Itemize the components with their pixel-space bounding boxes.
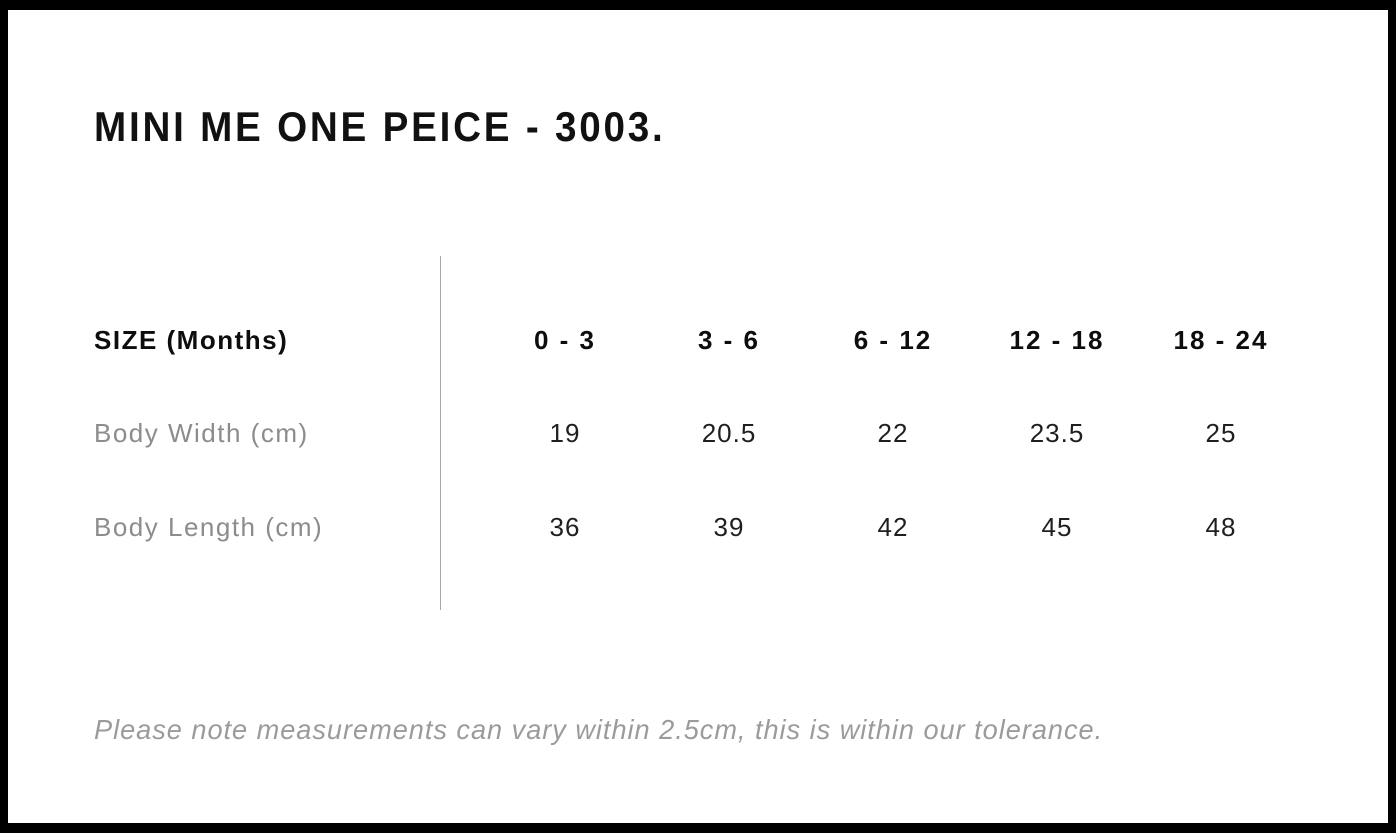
column-header-18-24: 18 - 24 xyxy=(1173,324,1269,355)
page-title: MINI ME ONE PEICE - 3003. xyxy=(94,103,666,150)
body-length-value-12-18: 45 xyxy=(1041,511,1073,542)
column-header-3-6: 3 - 6 xyxy=(697,324,761,355)
row-label-body-length: Body Length (cm) xyxy=(94,511,324,542)
table-row-body-length xyxy=(94,507,1304,547)
table-header-row xyxy=(94,320,1304,360)
body-length-value-3-6: 39 xyxy=(713,511,745,542)
body-width-value-0-3: 19 xyxy=(549,417,581,448)
tolerance-note: Please note measurements can vary within 2.5cm, this is within our tolerance. xyxy=(94,714,1104,745)
table-row-body-width xyxy=(94,413,1304,453)
column-header-0-3: 0 - 3 xyxy=(533,324,597,355)
row-label-body-width: Body Width (cm) xyxy=(94,417,309,448)
column-header-6-12: 6 - 12 xyxy=(853,324,933,355)
body-length-value-18-24: 48 xyxy=(1205,511,1237,542)
body-width-value-6-12: 22 xyxy=(877,417,909,448)
body-width-value-3-6: 20.5 xyxy=(701,417,757,448)
body-length-value-6-12: 42 xyxy=(877,511,909,542)
column-header-12-18: 12 - 18 xyxy=(1009,324,1105,355)
body-length-value-0-3: 36 xyxy=(549,511,581,542)
column-header-size-months: SIZE (Months) xyxy=(94,324,289,355)
body-width-value-12-18: 23.5 xyxy=(1029,417,1085,448)
body-width-value-18-24: 25 xyxy=(1205,417,1237,448)
